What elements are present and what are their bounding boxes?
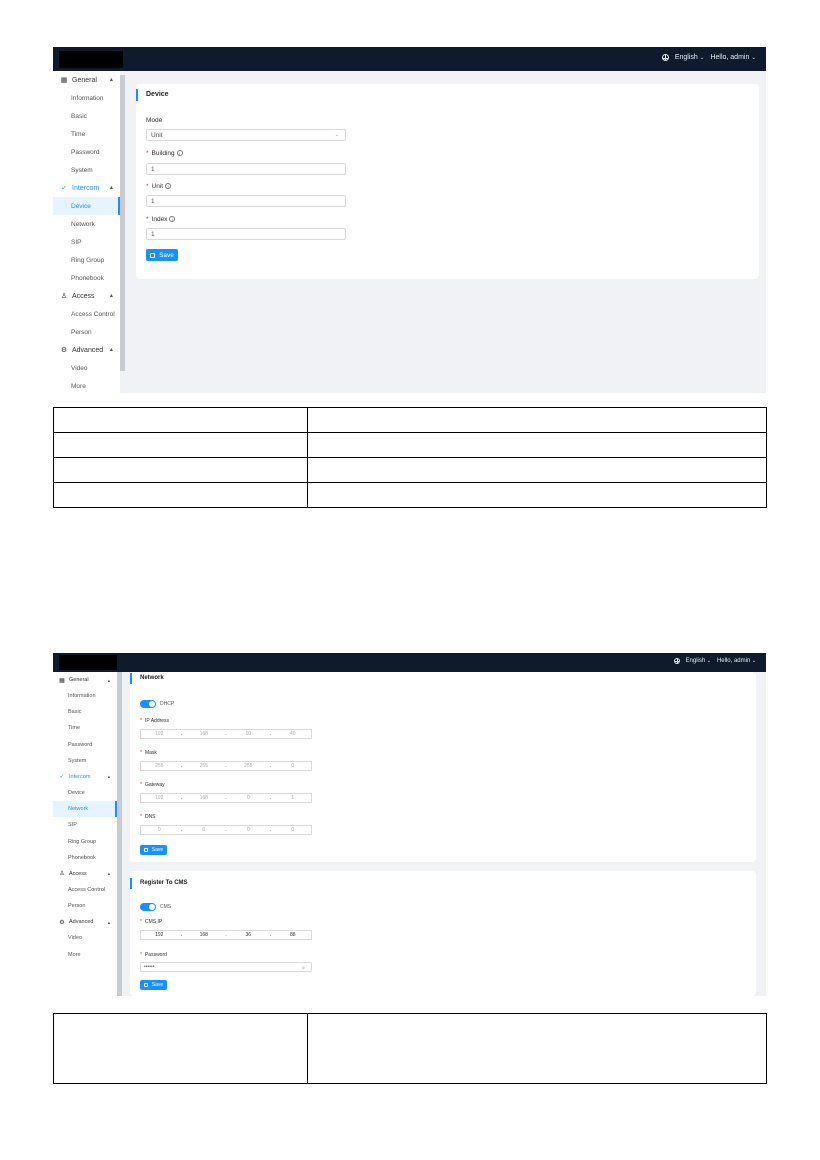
index-input[interactable]: 1 bbox=[146, 228, 346, 240]
sidebar-item-access-control[interactable]: Access Control bbox=[68, 886, 105, 893]
eye-icon[interactable]: ⊘ bbox=[301, 964, 305, 970]
sidebar-item-network[interactable]: Network bbox=[71, 220, 95, 228]
sidebar-item-phonebook[interactable]: Phonebook bbox=[71, 274, 104, 282]
language-selector[interactable]: English ⌄ bbox=[674, 54, 705, 61]
cms-ip-label: * CMS IP bbox=[140, 919, 163, 925]
table-1 bbox=[53, 407, 767, 508]
info-icon: i bbox=[177, 150, 183, 156]
chevron-down-icon: ⌄ bbox=[334, 132, 339, 138]
grid-icon: ▦ bbox=[59, 677, 65, 684]
sidebar-item-person[interactable]: Person bbox=[68, 903, 86, 910]
table-2 bbox=[53, 1013, 767, 1084]
sidebar-item-sip[interactable]: SIP bbox=[71, 238, 82, 246]
gateway-input[interactable]: 192 . 168 . 0 . 1 bbox=[140, 793, 312, 803]
chevron-up-icon: ▲ bbox=[106, 774, 111, 780]
device-card bbox=[136, 84, 759, 279]
network-settings-screenshot bbox=[53, 653, 766, 996]
sidebar-item-basic[interactable]: Basic bbox=[71, 112, 87, 120]
person-icon: ♙ bbox=[60, 293, 68, 300]
globe-icon bbox=[662, 54, 669, 61]
sidebar-group-access[interactable]: ♙ Access ▲ bbox=[60, 292, 114, 300]
globe-icon bbox=[674, 658, 680, 664]
chevron-up-icon: ▲ bbox=[108, 77, 114, 83]
info-icon: i bbox=[165, 183, 171, 189]
dns-input[interactable]: 0 . 0 . 0 . 0 bbox=[140, 825, 312, 835]
sidebar-group-general[interactable]: ▦ General ▲ bbox=[60, 76, 114, 84]
dhcp-toggle[interactable] bbox=[140, 700, 156, 708]
sidebar-group-advanced[interactable]: ⚙ Advanced ▲ bbox=[60, 346, 114, 354]
logo bbox=[59, 51, 123, 68]
unit-input[interactable]: 1 bbox=[146, 195, 346, 207]
sidebar-scrollbar[interactable] bbox=[117, 672, 122, 996]
save-icon bbox=[144, 983, 148, 987]
grid-icon: ▦ bbox=[60, 77, 68, 84]
language-selector[interactable]: English ⌄ bbox=[685, 658, 711, 664]
sidebar-item-video[interactable]: Video bbox=[68, 935, 82, 942]
gear-icon: ⚙ bbox=[60, 347, 68, 354]
sidebar-group-intercom[interactable]: ✓ Intercom ▲ bbox=[59, 773, 111, 781]
mask-label: * Mask bbox=[140, 750, 157, 756]
info-icon: i bbox=[169, 216, 175, 222]
mask-input[interactable]: 255 . 255 . 255 . 0 bbox=[140, 761, 312, 771]
sidebar-item-information[interactable]: Information bbox=[71, 94, 104, 102]
sidebar-item-information[interactable]: Information bbox=[68, 693, 96, 700]
sidebar-item-more[interactable]: More bbox=[68, 951, 81, 958]
sidebar-scrollbar[interactable] bbox=[120, 75, 125, 371]
save-button[interactable]: Save bbox=[146, 249, 178, 261]
person-icon: ♙ bbox=[59, 871, 65, 878]
chevron-down-icon: ⌄ bbox=[706, 659, 711, 664]
gear-icon: ⚙ bbox=[59, 919, 65, 926]
sidebar-item-ring-group[interactable]: Ring Group bbox=[68, 838, 97, 845]
sidebar bbox=[53, 672, 117, 996]
gateway-label: * Gateway bbox=[140, 782, 165, 788]
cms-label: CMS bbox=[160, 904, 172, 910]
table-row bbox=[54, 483, 767, 508]
sidebar-item-device[interactable]: Device bbox=[53, 197, 120, 215]
top-bar bbox=[53, 47, 766, 71]
sidebar-item-ring-group[interactable]: Ring Group bbox=[71, 256, 105, 264]
chevron-down-icon: ⌄ bbox=[699, 55, 705, 61]
sidebar bbox=[53, 71, 120, 393]
save-icon bbox=[150, 253, 155, 258]
sidebar-item-device[interactable]: Device bbox=[68, 790, 85, 797]
unit-label: * Unit i bbox=[146, 183, 171, 190]
table-row bbox=[54, 458, 767, 483]
index-label: * Index i bbox=[146, 216, 175, 223]
top-bar bbox=[53, 653, 766, 672]
chevron-up-icon: ▲ bbox=[108, 347, 114, 353]
chevron-up-icon: ▲ bbox=[108, 185, 114, 191]
device-settings-screenshot bbox=[53, 47, 766, 393]
chevron-down-icon: ⌄ bbox=[751, 659, 756, 664]
sidebar-item-basic[interactable]: Basic bbox=[68, 709, 82, 716]
cms-ip-input[interactable]: 192 . 168 . 36 . 88 bbox=[140, 930, 312, 940]
card-title: Device bbox=[146, 91, 169, 98]
sidebar-item-person[interactable]: Person bbox=[71, 328, 92, 336]
sidebar-item-password[interactable]: Password bbox=[68, 741, 93, 748]
chevron-up-icon: ▲ bbox=[106, 919, 111, 925]
sidebar-item-system[interactable]: System bbox=[68, 757, 87, 764]
logo bbox=[59, 655, 117, 670]
check-icon: ✓ bbox=[59, 774, 65, 781]
card-title: Network bbox=[140, 675, 164, 681]
chevron-down-icon: ⌄ bbox=[751, 55, 756, 61]
table-row bbox=[54, 433, 767, 458]
password-input[interactable]: •••••• ⊘ bbox=[140, 962, 312, 972]
table-row bbox=[54, 408, 767, 433]
cms-save-button[interactable]: Save bbox=[140, 980, 167, 990]
sidebar-group-intercom[interactable]: ✓ Intercom ▲ bbox=[53, 179, 120, 197]
sidebar-item-password[interactable]: Password bbox=[71, 148, 100, 156]
chevron-up-icon: ▲ bbox=[108, 293, 114, 299]
network-save-button[interactable]: Save bbox=[140, 845, 167, 855]
cms-card bbox=[130, 871, 756, 996]
mode-label: Mode bbox=[146, 117, 163, 124]
dhcp-label: DHCP bbox=[160, 701, 175, 707]
building-label: * Building i bbox=[146, 150, 183, 157]
user-menu[interactable]: Hello, admin ⌄ bbox=[716, 658, 756, 664]
building-input[interactable]: 1 bbox=[146, 163, 346, 175]
user-menu[interactable]: Hello, admin ⌄ bbox=[710, 54, 756, 61]
sidebar-item-system[interactable]: System bbox=[71, 166, 93, 174]
card-title: Register To CMS bbox=[140, 880, 188, 886]
sidebar-item-access-control[interactable]: Access Control bbox=[71, 310, 115, 318]
sidebar-item-more[interactable]: More bbox=[71, 382, 86, 390]
dns-label: * DNS bbox=[140, 814, 156, 820]
sidebar-item-time[interactable]: Time bbox=[71, 130, 86, 138]
sidebar-item-time[interactable]: Time bbox=[68, 725, 81, 732]
sidebar-item-network[interactable]: Network bbox=[53, 801, 117, 817]
mode-select[interactable]: Unit ⌄ bbox=[146, 129, 346, 141]
ip-address-label: * IP Address bbox=[140, 718, 170, 724]
table-row bbox=[54, 1014, 767, 1084]
sidebar-item-phonebook[interactable]: Phonebook bbox=[68, 854, 96, 861]
chevron-up-icon: ▲ bbox=[106, 871, 111, 877]
sidebar-item-sip[interactable]: SIP bbox=[68, 822, 77, 829]
network-card bbox=[130, 672, 756, 862]
sidebar-group-advanced[interactable]: ⚙ Advanced ▲ bbox=[59, 919, 111, 926]
sidebar-item-video[interactable]: Video bbox=[71, 364, 88, 372]
save-icon bbox=[144, 848, 148, 852]
password-label: * Password bbox=[140, 952, 167, 958]
ip-address-input[interactable]: 192 . 168 . 10 . 40 bbox=[140, 729, 312, 739]
cms-toggle[interactable] bbox=[140, 903, 156, 911]
chevron-up-icon: ▲ bbox=[106, 677, 111, 683]
check-icon: ✓ bbox=[61, 185, 67, 192]
sidebar-group-general[interactable]: ▦ General ▲ bbox=[59, 677, 111, 684]
sidebar-group-access[interactable]: ♙ Access ▲ bbox=[59, 870, 111, 878]
